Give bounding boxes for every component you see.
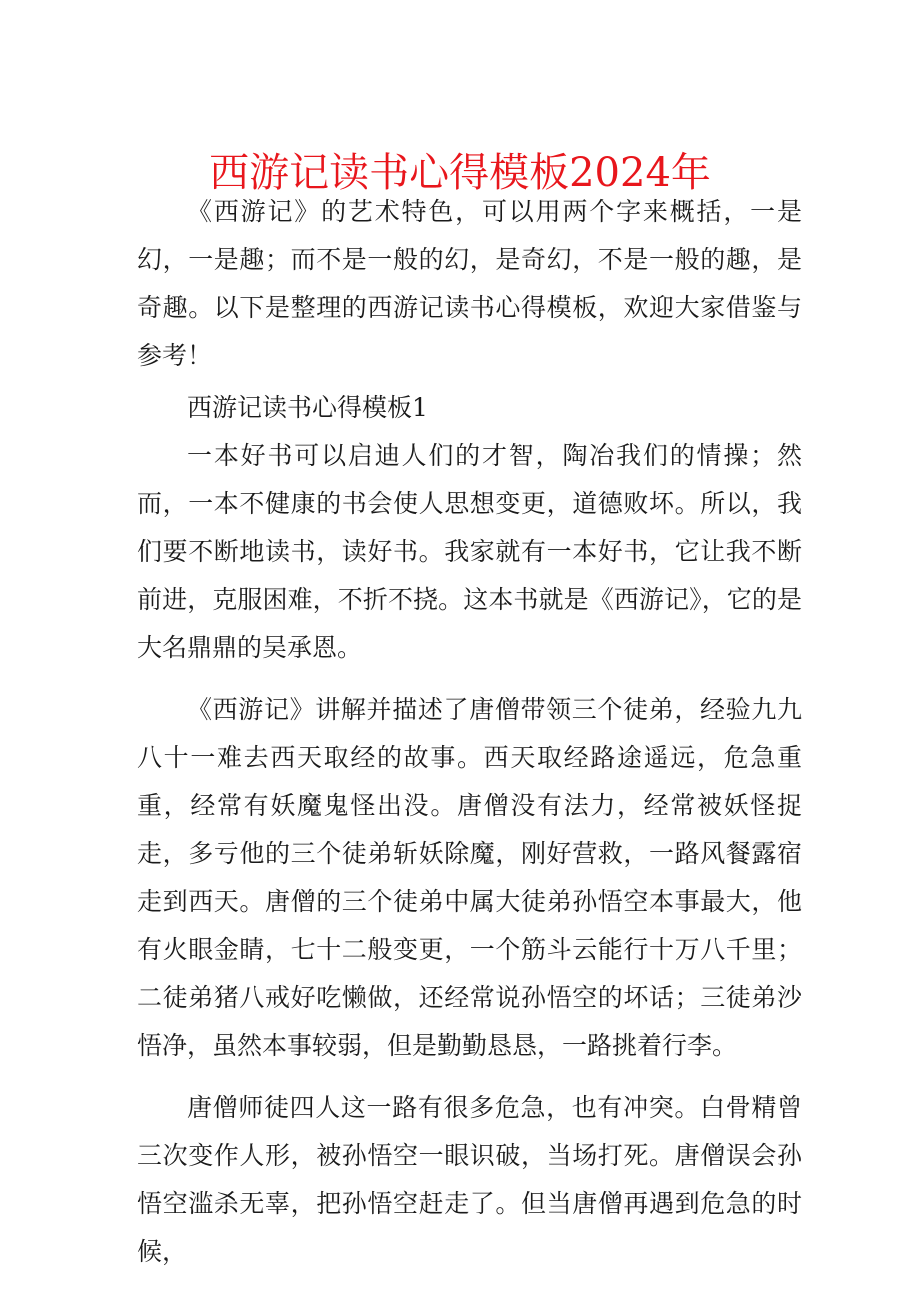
paragraph-intro: 《西游记》的艺术特色，可以用两个字来概括，一是幻，一是趣；而不是一般的幻，是奇幻，不是一般的趣，是奇趣。以下是整理的西游记读书心得模板，欢迎大家借鉴与参考！ <box>137 197 802 370</box>
document-title: 西游记读书心得模板2024年 <box>209 150 711 196</box>
paragraph-2: 《西游记》讲解并描述了唐僧带领三个徒弟，经验九九八十一难去西天取经的故事。西天取经路途遥远，危急重重，经常有妖魔鬼怪出没。唐僧没有法力，经常被妖怪捉走，多亏他的三个徒弟斩妖除魔，刚好营救，一路风餐露宿走到西天。唐僧的三个徒弟中属大徒弟孙悟空本事最大，他有火眼金睛，七十二般变更，一个筋斗云能行十万八千里；二徒弟猪八戒好吃懒做，还经常说孙悟空的坏话；三徒弟沙悟净，虽然本事较弱，但是勤勤恳恳，一路挑着行李。 <box>137 695 802 1060</box>
document-body <box>137 188 802 1276</box>
section-heading: 西游记读书心得模板1 <box>187 393 428 422</box>
paragraph-3: 唐僧师徒四人这一路有很多危急，也有冲突。白骨精曾三次变作人形，被孙悟空一眼识破，当场打死。唐僧误会孙悟空滥杀无辜，把孙悟空赶走了。但当唐僧再遇到危急的时候， <box>137 1093 802 1266</box>
paragraph-1: 一本好书可以启迪人们的才智，陶冶我们的情操；然而，一本不健康的书会使人思想变更，道德败坏。所以，我们要不断地读书，读好书。我家就有一本好书，它让我不断前进，克服困难，不折不挠。这本书就是《西游记》，它的是大名鼎鼎的吴承恩。 <box>137 441 802 662</box>
